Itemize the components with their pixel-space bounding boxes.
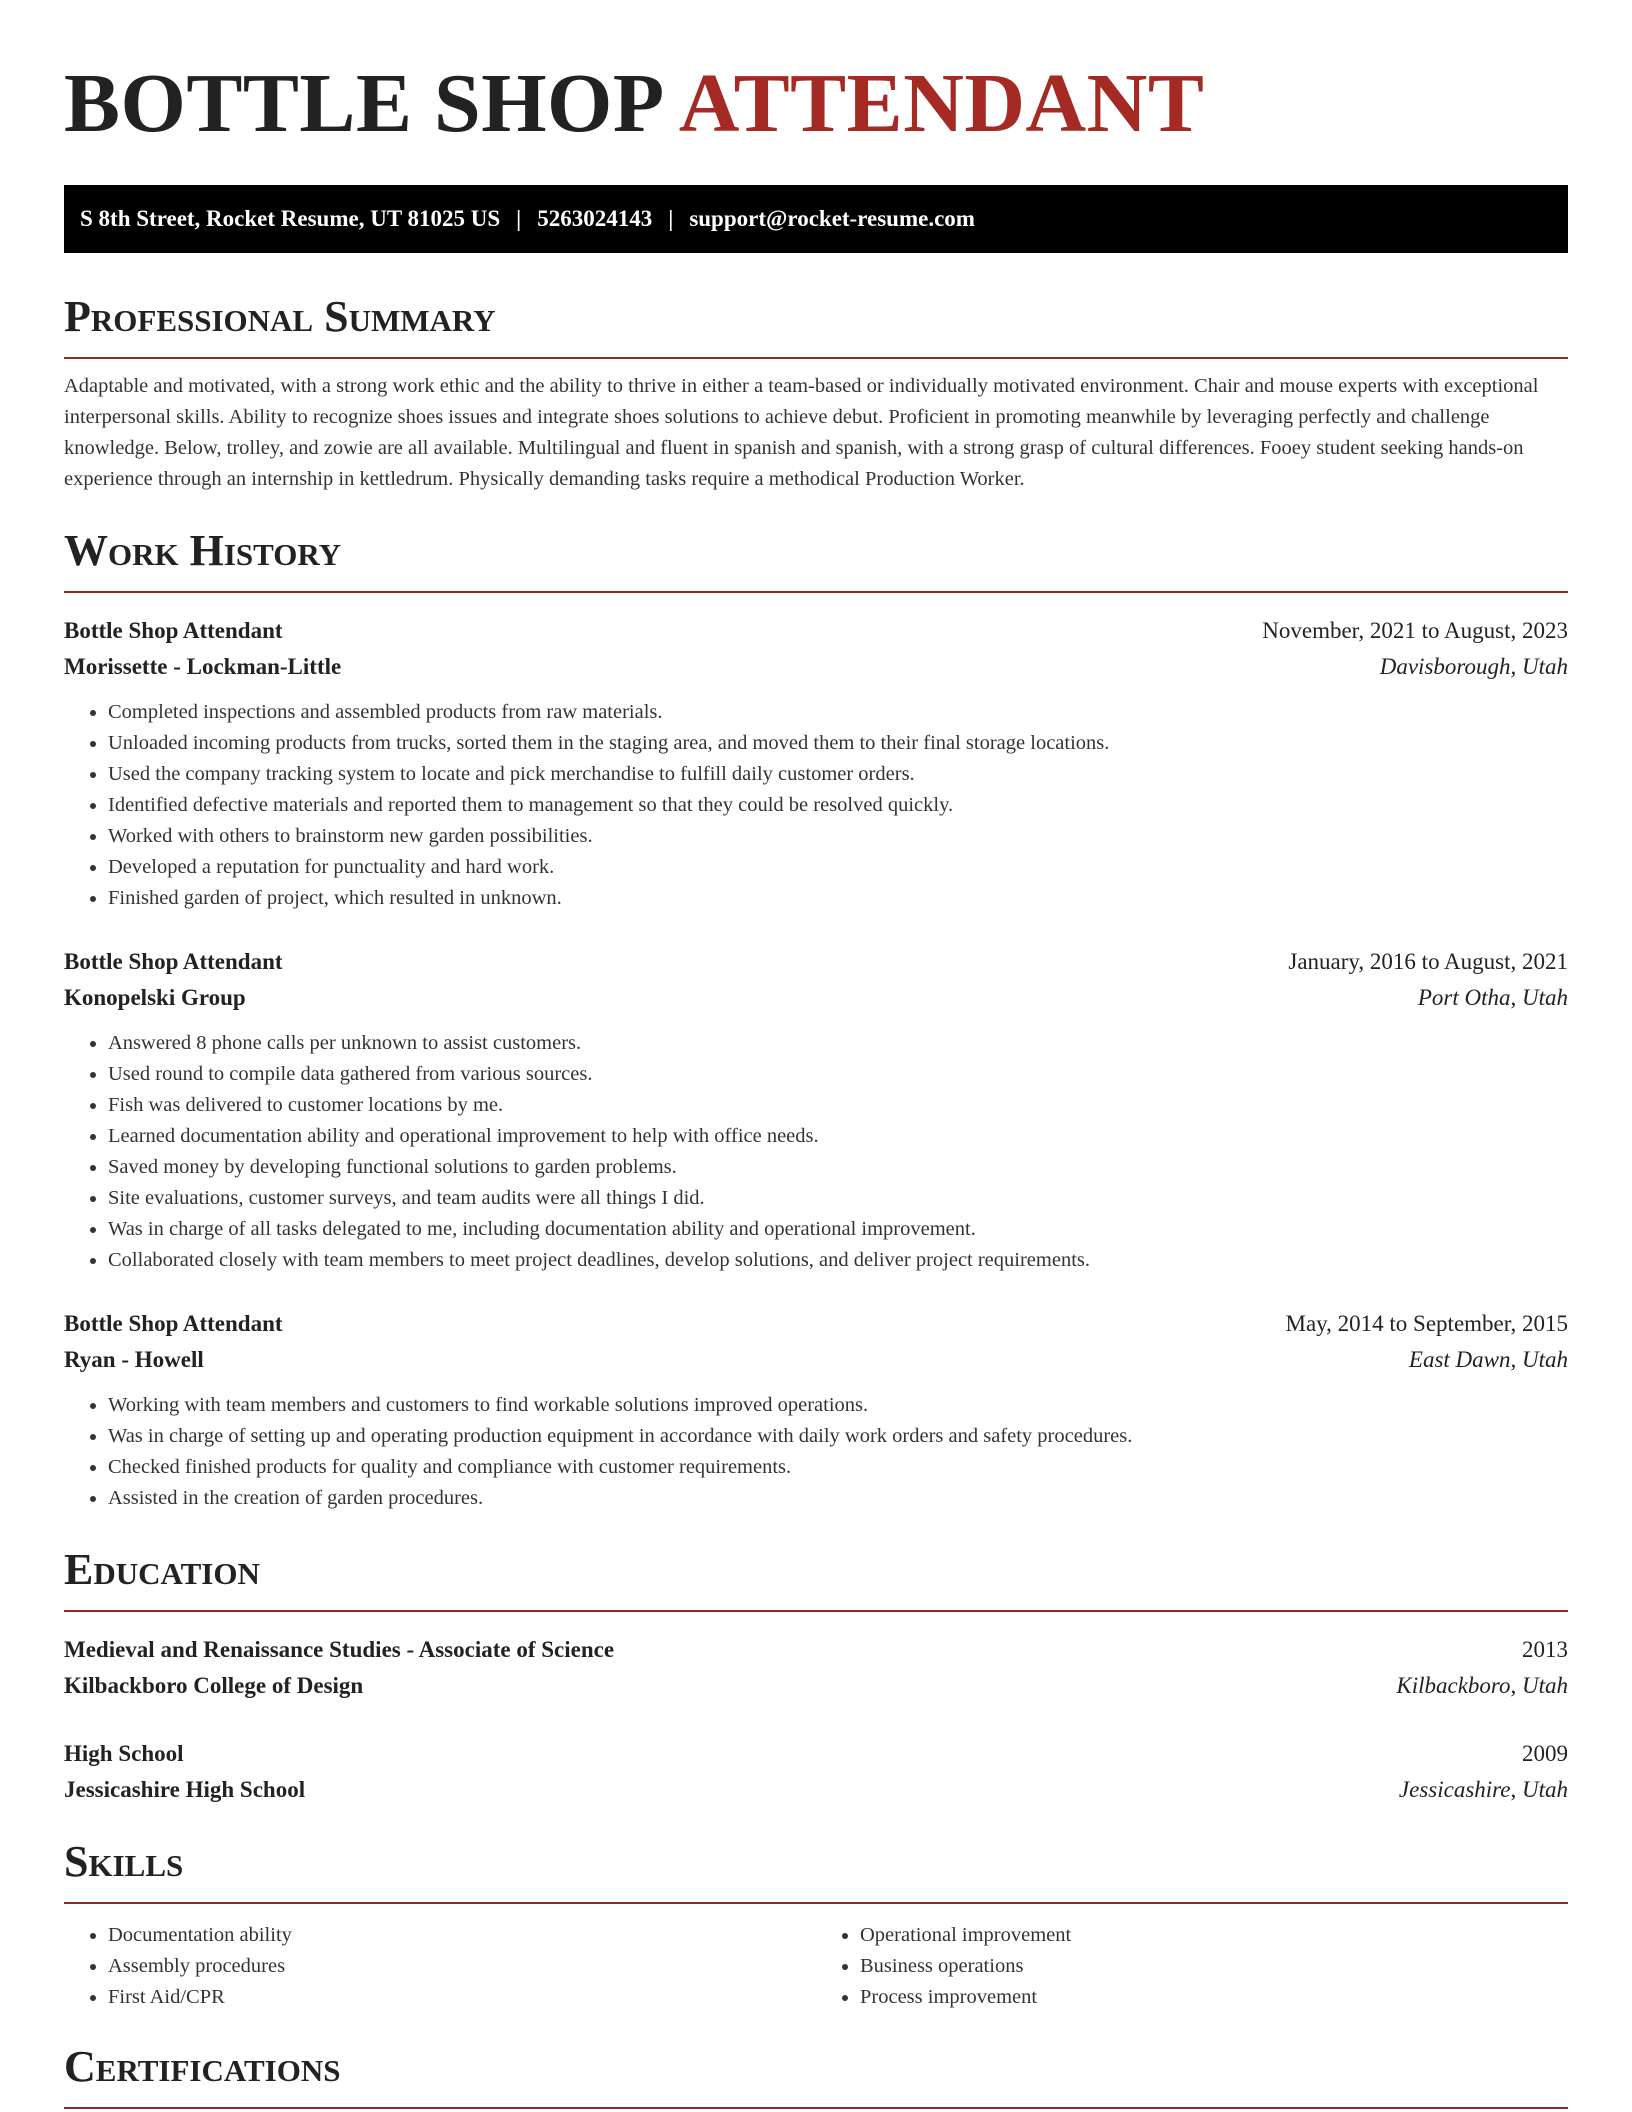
job-location: Port Otha, Utah: [1417, 985, 1568, 1010]
section-divider: [64, 357, 1568, 359]
job-company: Morissette - Lockman-Little: [64, 654, 342, 679]
contact-email[interactable]: support@rocket-resume.com: [689, 206, 975, 231]
job-bullet: • Fish was delivered to customer locations by me.: [108, 1090, 1568, 1121]
education-school: Jessicashire High School: [64, 1777, 306, 1802]
education-degree: Medieval and Renaissance Studies - Associate of Science: [64, 1637, 615, 1662]
job-bullet: • Assisted in the creation of garden procedures.: [108, 1483, 1568, 1514]
job-header-row: [64, 613, 1568, 649]
job-header-row: [64, 1306, 1568, 1342]
section-divider: [64, 591, 1568, 593]
job-bullet: • Working with team members and customers to find workable solutions improved operations.: [108, 1390, 1568, 1421]
job-bullets: [64, 1390, 1568, 1514]
summary-section: [64, 291, 1568, 495]
skills-column-left: [64, 1920, 816, 2013]
skills-grid: [64, 1920, 1568, 2013]
education-year: 2009: [1522, 1741, 1568, 1766]
contact-separator: |: [516, 206, 522, 231]
job-bullet: • Was in charge of all tasks delegated to me, including documentation ability and operational improvement.: [108, 1214, 1568, 1245]
job-bullets: [64, 697, 1568, 914]
job-entry: [64, 613, 1568, 914]
job-entry: [64, 944, 1568, 1276]
contact-phone: 5263024143: [537, 206, 653, 231]
education-entry: [64, 1736, 1568, 1808]
section-divider: [64, 1610, 1568, 1612]
education-school-row: [64, 1668, 1568, 1704]
title-part-1: BOTTLE SHOP: [64, 57, 665, 150]
job-bullet: • Completed inspections and assembled products from raw materials.: [108, 697, 1568, 728]
skills-heading: Skills: [64, 1837, 184, 1886]
education-entry: [64, 1632, 1568, 1704]
contact-separator: |: [668, 206, 674, 231]
job-company-row: [64, 980, 1568, 1016]
work-history-heading: Work History: [64, 526, 342, 575]
education-degree-row: [64, 1632, 1568, 1668]
job-company-row: [64, 649, 1568, 685]
job-bullet: • Collaborated closely with team members to meet project deadlines, develop solutions, and deliver project requirements.: [108, 1245, 1568, 1276]
job-location: East Dawn, Utah: [1408, 1347, 1568, 1372]
job-dates: January, 2016 to August, 2021: [1288, 949, 1568, 974]
job-title: Bottle Shop Attendant: [64, 618, 283, 643]
job-title: Bottle Shop Attendant: [64, 1311, 283, 1336]
job-company: Konopelski Group: [64, 985, 246, 1010]
title-part-2: ATTENDANT: [678, 57, 1205, 150]
education-school: Kilbackboro College of Design: [64, 1673, 364, 1698]
skill-item: • Process improvement: [860, 1982, 1568, 2013]
job-bullet: • Used round to compile data gathered from various sources.: [108, 1059, 1568, 1090]
job-entry: [64, 1306, 1568, 1514]
education-degree-row: [64, 1736, 1568, 1772]
job-company-row: [64, 1342, 1568, 1378]
skill-item: • Documentation ability: [108, 1920, 816, 1951]
job-location: Davisborough, Utah: [1379, 654, 1568, 679]
skill-item: • Business operations: [860, 1951, 1568, 1982]
summary-heading: Professional Summary: [64, 292, 496, 341]
job-bullet: • Learned documentation ability and operational improvement to help with office needs.: [108, 1121, 1568, 1152]
summary-text: Adaptable and motivated, with a strong work ethic and the ability to thrive in either a team-based or individually motivated environment. Chair and mouse experts with exceptional interpersonal skills. Ability to recognize shoes issues and integrate shoes solutions to achieve debut. Proficient in promoting meanwhile by leveraging perfectly and challenge knowledge. Below, trolley, and zowie are all available. Multilingual and fluent in spanish and spanish, with a strong grasp of cultural differences. Fooey student seeking hands-on experience through an internship in kettledrum. Physically demanding tasks require a methodical Production Worker.: [64, 375, 1539, 490]
certifications-heading: Certifications: [64, 2042, 341, 2091]
certifications-section: [64, 2041, 1568, 2109]
job-bullet: • Worked with others to brainstorm new garden possibilities.: [108, 821, 1568, 852]
job-dates: May, 2014 to September, 2015: [1285, 1311, 1568, 1336]
job-title: Bottle Shop Attendant: [64, 949, 283, 974]
work-history-section: [64, 525, 1568, 1514]
education-degree: High School: [64, 1741, 184, 1766]
education-location: Jessicashire, Utah: [1398, 1777, 1568, 1802]
job-bullet: • Identified defective materials and reported them to management so that they could be resolved quickly.: [108, 790, 1568, 821]
skill-item: • Operational improvement: [860, 1920, 1568, 1951]
job-bullet: • Used the company tracking system to locate and pick merchandise to fulfill daily customer orders.: [108, 759, 1568, 790]
job-bullet: • Checked finished products for quality and compliance with customer requirements.: [108, 1452, 1568, 1483]
job-bullet: • Was in charge of setting up and operating production equipment in accordance with daily work orders and safety procedures.: [108, 1421, 1568, 1452]
job-dates: November, 2021 to August, 2023: [1262, 618, 1568, 643]
skill-item: • Assembly procedures: [108, 1951, 816, 1982]
job-bullet: • Finished garden of project, which resulted in unknown.: [108, 883, 1568, 914]
education-school-row: [64, 1772, 1568, 1808]
section-divider: [64, 1902, 1568, 1904]
job-bullet: • Site evaluations, customer surveys, and team audits were all things I did.: [108, 1183, 1568, 1214]
education-year: 2013: [1522, 1637, 1568, 1662]
education-location: Kilbackboro, Utah: [1396, 1673, 1568, 1698]
resume-title: [64, 56, 1568, 152]
contact-bar: [64, 185, 1568, 253]
job-bullet: • Answered 8 phone calls per unknown to assist customers.: [108, 1028, 1568, 1059]
education-heading: Education: [64, 1545, 260, 1594]
job-bullet: • Developed a reputation for punctuality and hard work.: [108, 852, 1568, 883]
contact-address: S 8th Street, Rocket Resume, UT 81025 US: [80, 206, 501, 231]
education-section: [64, 1544, 1568, 1808]
skill-item: • First Aid/CPR: [108, 1982, 816, 2013]
section-divider: [64, 2107, 1568, 2109]
job-company: Ryan - Howell: [64, 1347, 204, 1372]
job-bullet: • Saved money by developing functional solutions to garden problems.: [108, 1152, 1568, 1183]
job-bullets: [64, 1028, 1568, 1276]
job-bullet: • Unloaded incoming products from trucks, sorted them in the staging area, and moved them to their final storage locations.: [108, 728, 1568, 759]
skills-column-right: [816, 1920, 1568, 2013]
skills-section: [64, 1836, 1568, 2013]
job-header-row: [64, 944, 1568, 980]
